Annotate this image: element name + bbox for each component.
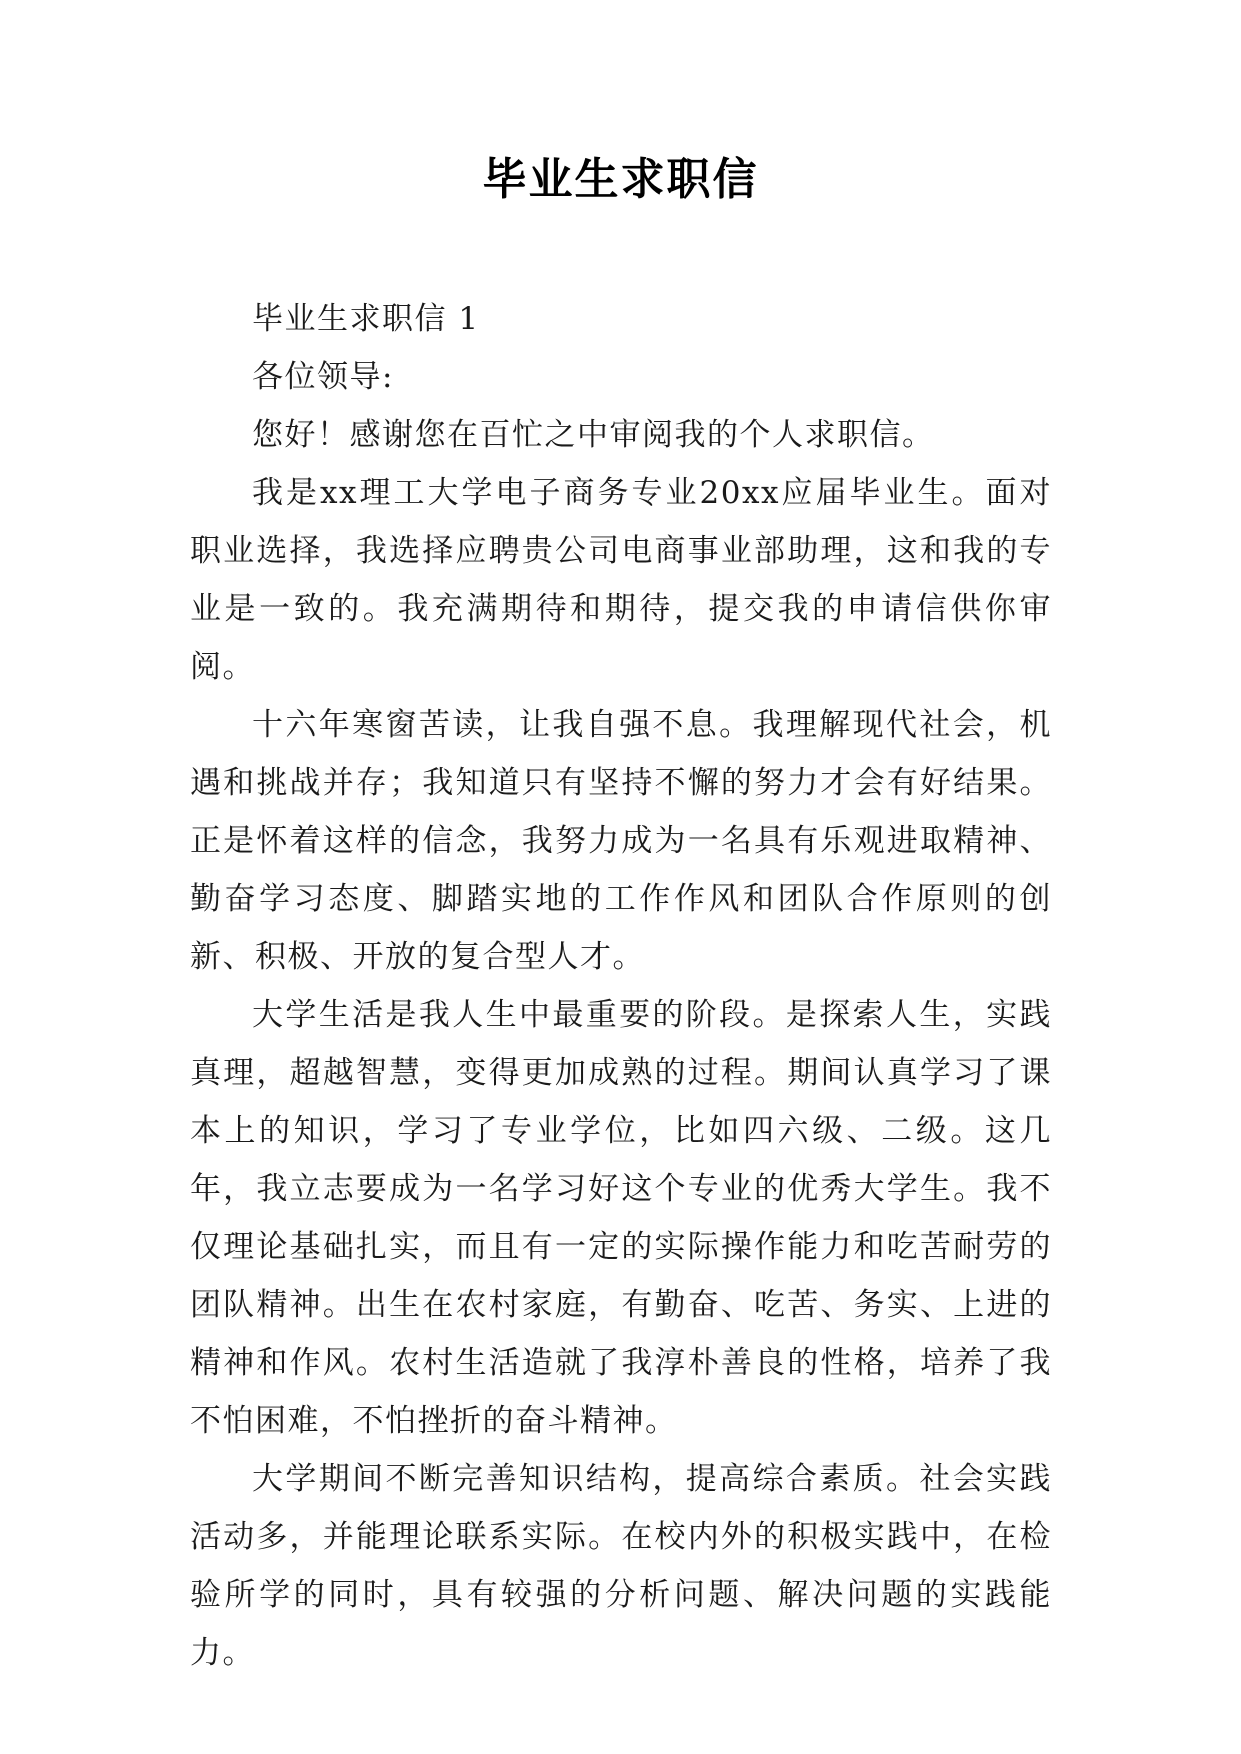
paragraph-introduction: 我是xx理工大学电子商务专业20xx应届毕业生。面对职业选择，我选择应聘贵公司电商事业部助理，这和我的专业是一致的。我充满期待和期待，提交我的申请信供你审阅。 bbox=[190, 475, 1052, 685]
document-body bbox=[190, 290, 1052, 1682]
paragraph-heading: 毕业生求职信 1 bbox=[252, 301, 480, 337]
document-title: 毕业生求职信 bbox=[482, 154, 759, 205]
paragraph-university-life: 大学生活是我人生中最重要的阶段。是探索人生，实践真理，超越智慧，变得更加成熟的过程。期间认真学习了课本上的知识，学习了专业学位，比如四六级、二级。这几年，我立志要成为一名学习好这个专业的优秀大学生。我不仅理论基础扎实，而且有一定的实际操作能力和吃苦耐劳的团队精神。出生在农村家庭，有勤奋、吃苦、务实、上进的精神和作风。农村生活造就了我淳朴善良的性格，培养了我不怕困难，不怕挫折的奋斗精神。 bbox=[190, 997, 1052, 1439]
paragraph-practice: 大学期间不断完善知识结构，提高综合素质。社会实践活动多，并能理论联系实际。在校内外的积极实践中，在检验所学的同时，具有较强的分析问题、解决问题的实践能力。 bbox=[190, 1461, 1052, 1671]
paragraph-salutation: 各位领导: bbox=[252, 359, 394, 395]
paragraph-perseverance: 十六年寒窗苦读，让我自强不息。我理解现代社会，机遇和挑战并存；我知道只有坚持不懈的努力才会有好结果。正是怀着这样的信念，我努力成为一名具有乐观进取精神、勤奋学习态度、脚踏实地的工作作风和团队合作原则的创新、积极、开放的复合型人才。 bbox=[190, 707, 1052, 975]
paragraph-greeting: 您好！感谢您在百忙之中审阅我的个人求职信。 bbox=[252, 417, 935, 453]
